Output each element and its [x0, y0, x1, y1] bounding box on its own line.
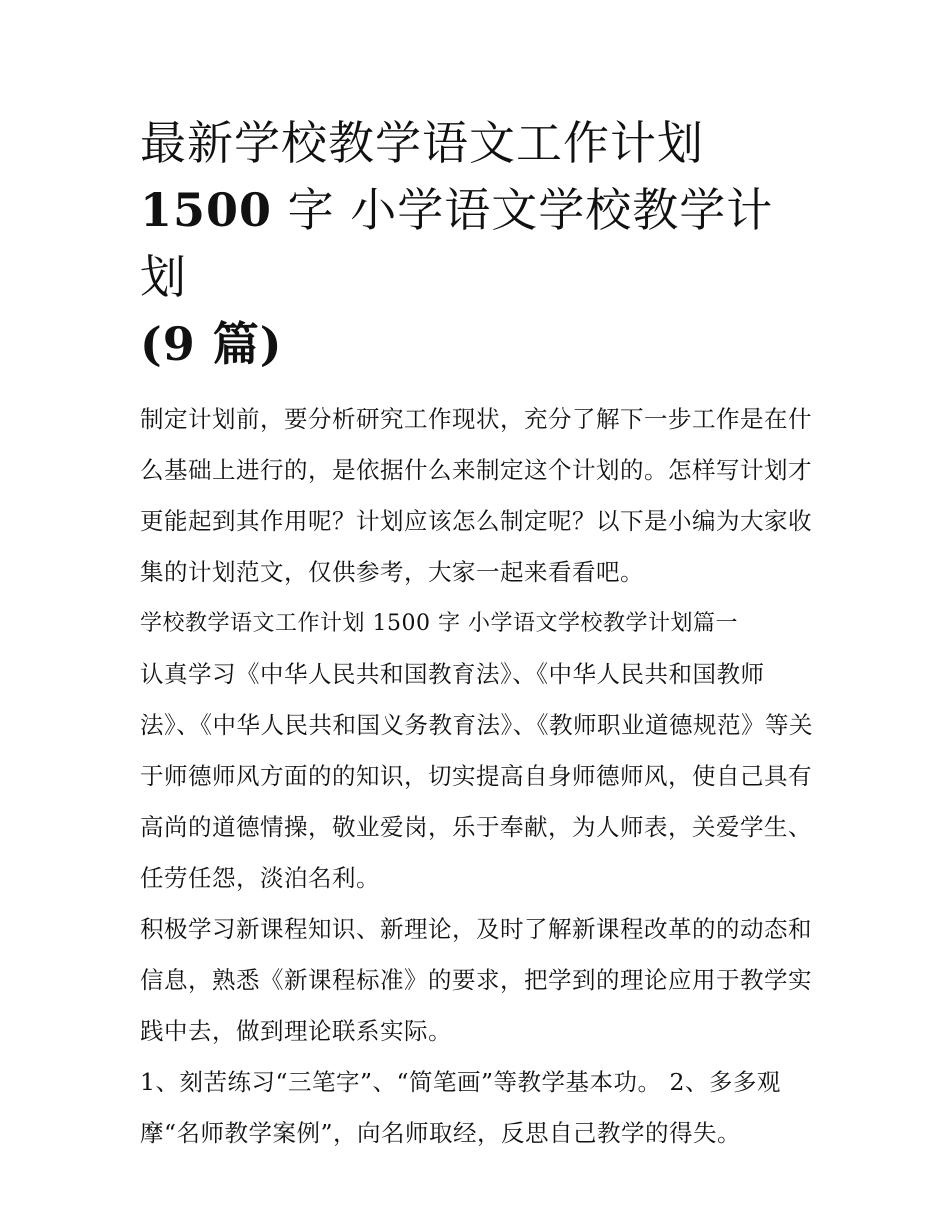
document-title	[140, 110, 820, 378]
intro-paragraph: 制定计划前，要分析研究工作现状，充分了解下一步工作是在什么基础上进行的，是依据什么来制定这个计划的。怎样写计划才更能起到其作用呢？计划应该怎么制定呢？以下是小编为大家收集的计划范文，仅供参考，大家一起来看看吧。	[140, 405, 812, 586]
body-paragraph-2: 积极学习新课程知识、新理论，及时了解新课程改革的的动态和信息，熟悉《新课程标准》的要求，把学到的理论应用于教学实践中去，做到理论联系实际。	[140, 915, 812, 1045]
section-heading: 学校教学语文工作计划 1500 字 小学语文学校教学计划篇一	[140, 611, 738, 636]
title-number-1: 1500	[140, 183, 273, 237]
title-number-2: (9	[140, 317, 196, 371]
title-text-3: 篇)	[195, 317, 283, 371]
body-paragraph-1: 认真学习《中华人民共和国教育法》、《中华人民共和国教师法》、《中华人民共和国义务教育法》、《教师职业道德规范》等关于师德师风方面的的知识，切实提高自身师德师风，使自己具有高尚的道德情操，敬业爱岗，乐于奉献，为人师表，关爱学生、任劳任怨，淡泊名利。	[140, 660, 813, 892]
title-text-1: 最新学校教学语文工作计划	[140, 116, 704, 170]
title-text-2: 字 小学语文学校教学计划	[140, 183, 774, 304]
document-page	[140, 110, 820, 1159]
body-paragraph-3: 1、刻苦练习“三笔字”、“简笔画”等教学基本功。 2、多多观摩“名师教学案例”，向名师取经，反思自己教学的得失。	[140, 1068, 781, 1147]
